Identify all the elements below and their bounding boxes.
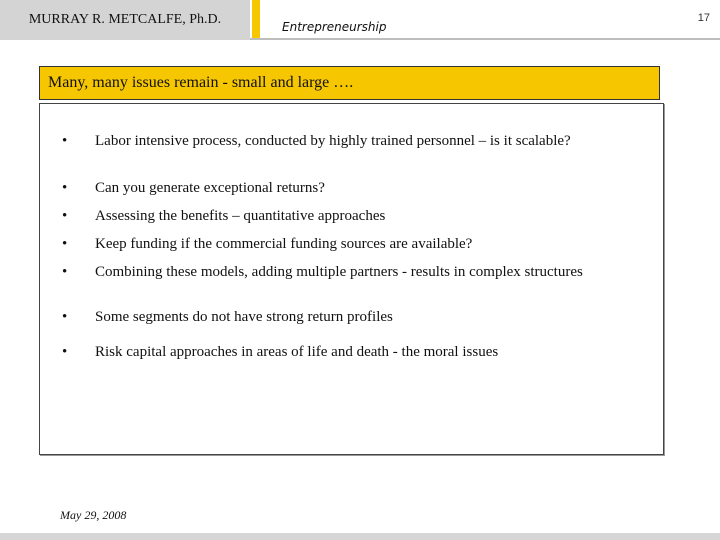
bullet-marker: •: [62, 133, 68, 149]
course-subject: Entrepreneurship: [282, 20, 387, 34]
bullet-text: Keep funding if the commercial funding sources are available?: [95, 236, 473, 252]
bullet-marker: •: [62, 208, 68, 224]
bullet-marker: •: [62, 309, 68, 325]
bullet-marker: •: [62, 264, 68, 280]
bottom-bar: [0, 533, 720, 540]
bullet-text: Risk capital approaches in areas of life and death - the moral issues: [95, 344, 499, 360]
bullet-marker: •: [62, 344, 68, 360]
bullet-text: Combining these models, adding multiple partners - results in complex structures: [95, 264, 583, 280]
bullet-marker: •: [62, 180, 68, 196]
bullet-text: Some segments do not have strong return profiles: [95, 309, 393, 325]
header-accent-strip: [252, 0, 260, 40]
content-box: [39, 103, 664, 455]
bullet-marker: •: [62, 236, 68, 252]
header-divider: [250, 38, 720, 40]
footer-date: May 29, 2008: [60, 508, 127, 522]
author-label: MURRAY R. METCALFE, Ph.D.: [0, 0, 250, 40]
bullet-text: Assessing the benefits – quantitative approaches: [95, 208, 386, 224]
bullet-text: Labor intensive process, conducted by highly trained personnel – is it scalable?: [95, 133, 571, 149]
slide-title: Many, many issues remain - small and large ….: [39, 66, 660, 100]
page-number: 17: [697, 12, 710, 24]
bullet-text: Can you generate exceptional returns?: [95, 180, 325, 196]
